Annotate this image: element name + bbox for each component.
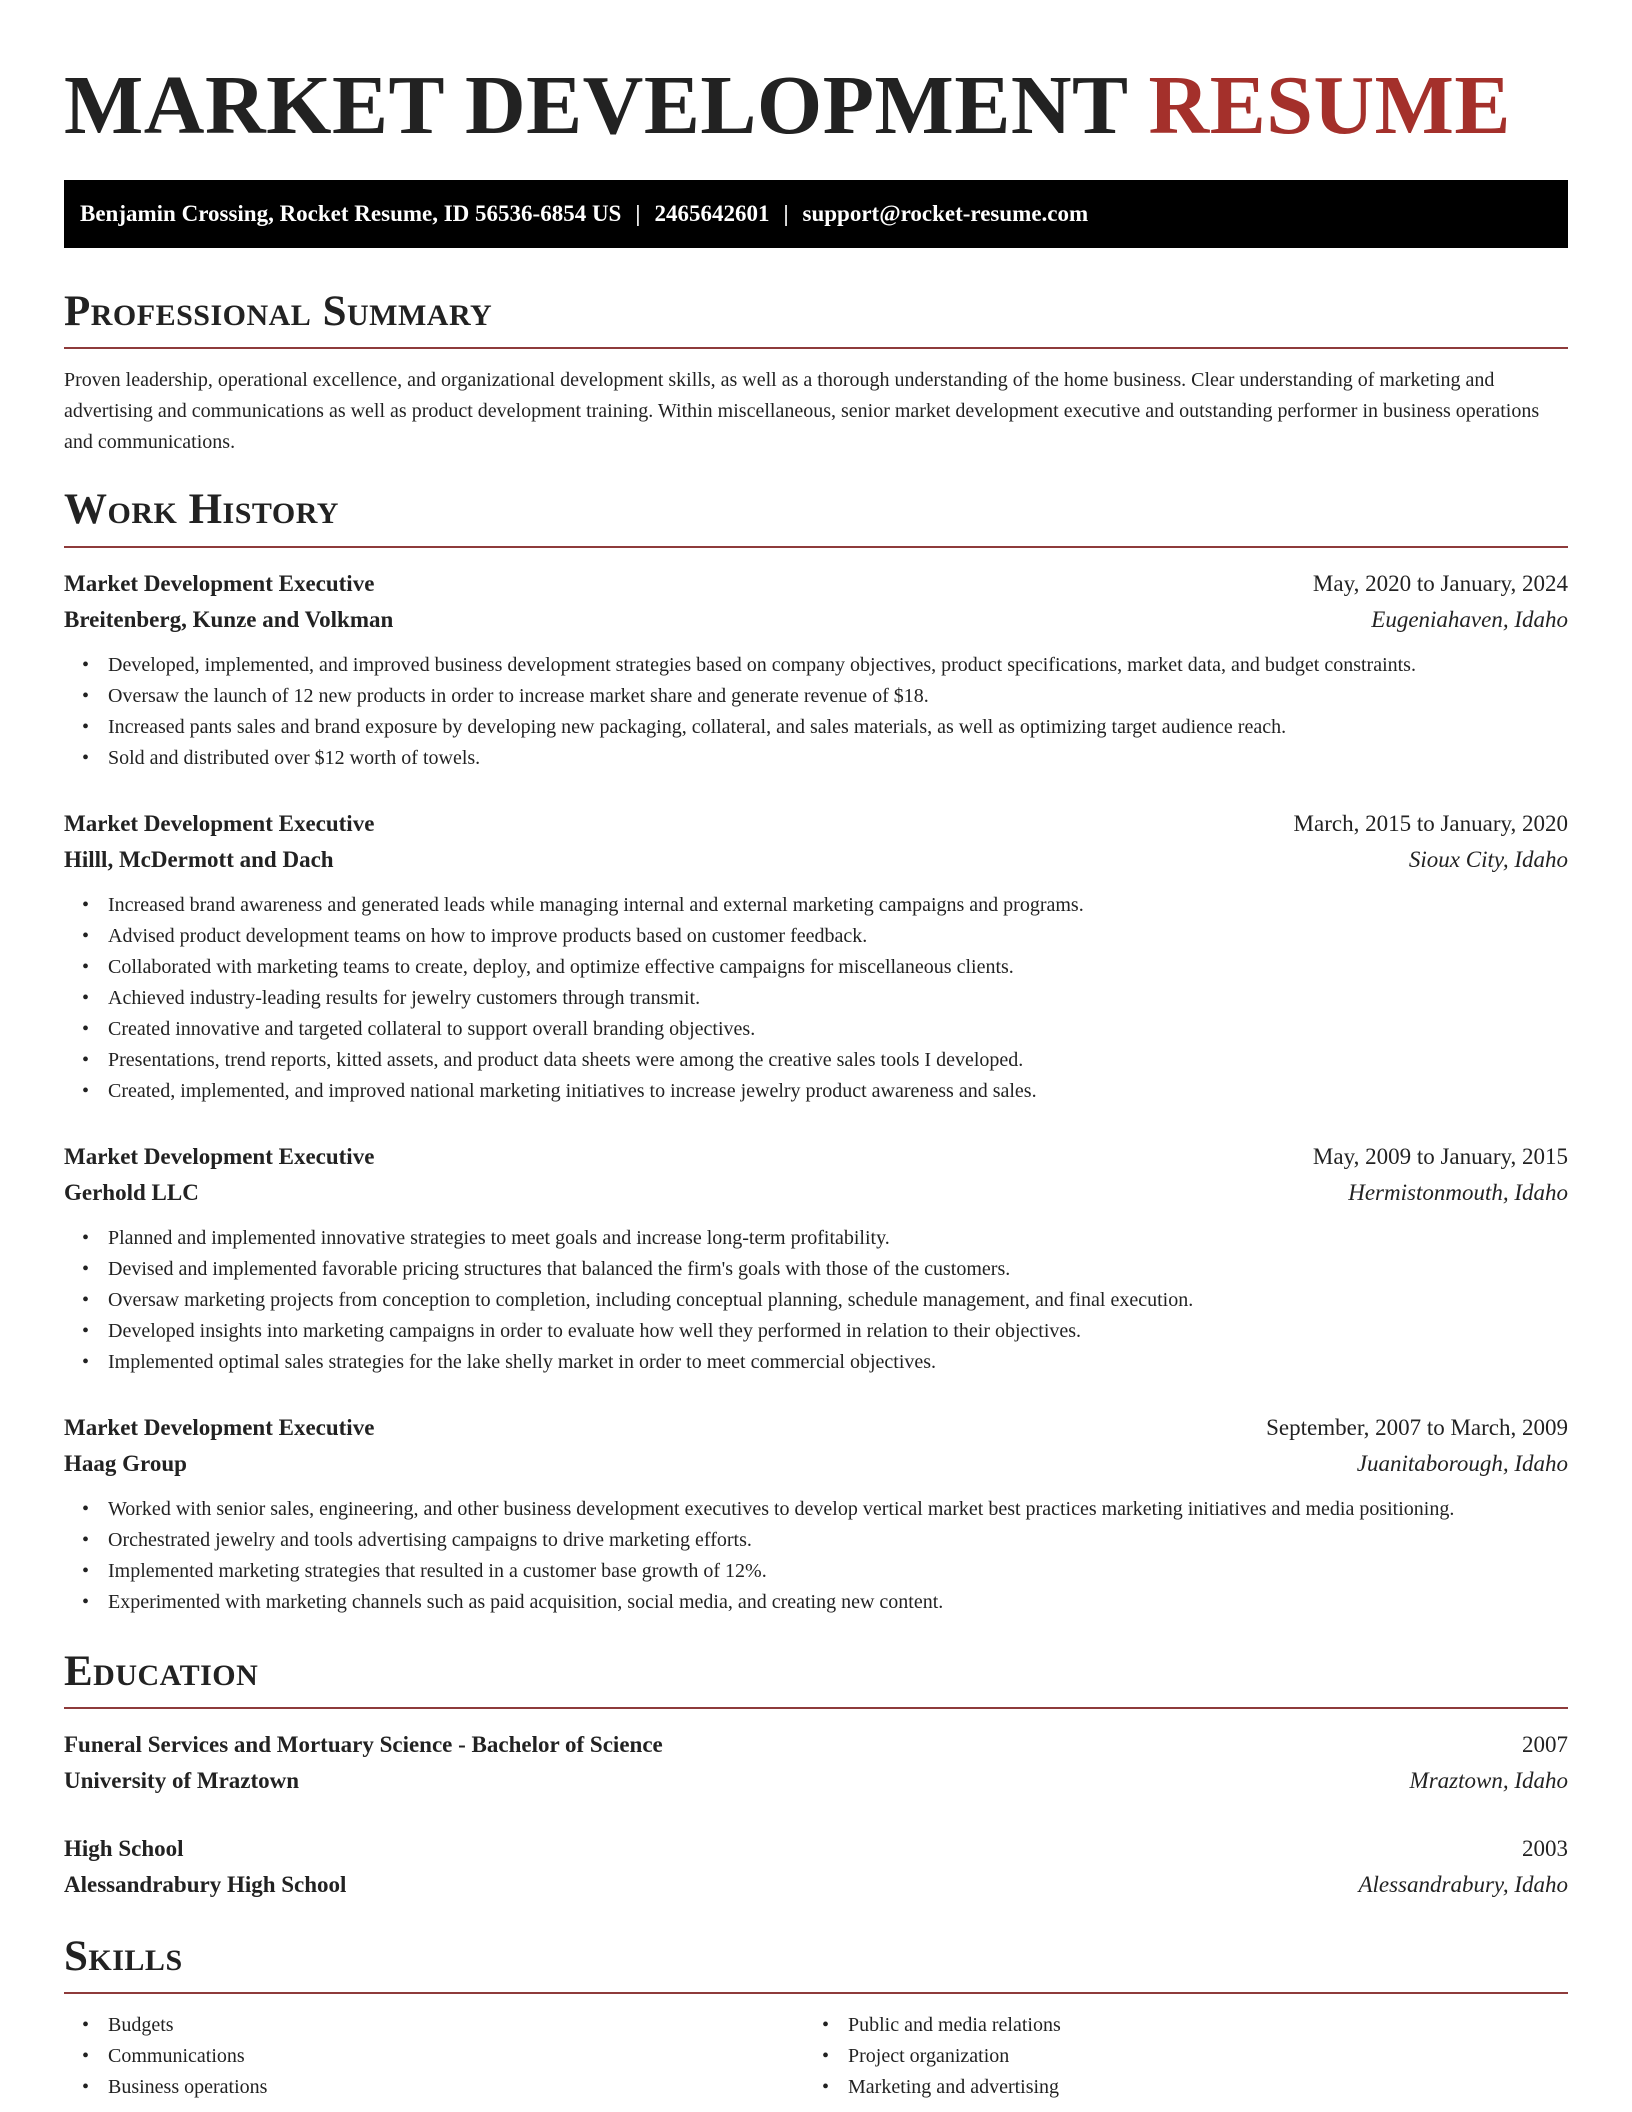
education-degree: High School [64, 1835, 184, 1861]
summary-heading: Professional Summary [64, 288, 493, 335]
job-entry [64, 1139, 1568, 1378]
job-bullets [64, 650, 1568, 774]
job-title: Market Development Executive [64, 570, 375, 596]
job-company: Hilll, McDermott and Dach [64, 846, 334, 872]
list-item [64, 2010, 804, 2041]
education-location: Alessandrabury, Idaho [1358, 1871, 1568, 1897]
list-item-text: Public and media relations [848, 2014, 1061, 2037]
job-company-row [64, 602, 1568, 638]
list-item [64, 1525, 1568, 1556]
job-company: Gerhold LLC [64, 1179, 199, 1205]
list-item [64, 952, 1568, 983]
section-divider [64, 1707, 1568, 1709]
job-company: Breitenberg, Kunze and Volkman [64, 606, 394, 632]
bullet-dot-icon: • [822, 2076, 830, 2099]
job-dates: March, 2015 to January, 2020 [1293, 810, 1568, 836]
bullet-dot-icon: • [82, 1350, 90, 1373]
bullet-dot-icon: • [82, 1226, 90, 1249]
skills-right-column [804, 2010, 1544, 2103]
bullet-dot-icon: • [82, 955, 90, 978]
bullet-dot-icon: • [82, 1559, 90, 1582]
education-year: 2003 [1522, 1835, 1568, 1861]
job-company: Haag Group [64, 1450, 187, 1476]
bullet-dot-icon: • [82, 715, 90, 738]
job-title-row [64, 1139, 1568, 1175]
contact-bar [64, 180, 1568, 248]
job-bullets [64, 890, 1568, 1107]
list-item [64, 2041, 804, 2072]
list-item [64, 983, 1568, 1014]
education-entry [64, 1831, 1568, 1903]
bullet-dot-icon: • [82, 1079, 90, 1102]
bullet-dot-icon: • [82, 1257, 90, 1280]
list-item-text: Presentations, trend reports, kitted assets, and product data sheets were among the creative sales tools I developed. [108, 1048, 1024, 1071]
contact-address: Benjamin Crossing, Rocket Resume, ID 56536-6854 US [80, 201, 622, 226]
list-item-text: Worked with senior sales, engineering, and other business development executives to develop vertical market best practices marketing initiatives and media positioning. [108, 1497, 1455, 1520]
bullet-dot-icon: • [82, 684, 90, 707]
summary-text: Proven leadership, operational excellence, and organizational development skills, as well as a thorough understanding of the home business. Clear understanding of marketing and advertising and communications as well as product development training. Within miscellaneous, senior market development executive and outstanding performer in business operations and communications. [64, 369, 1540, 454]
job-dates: September, 2007 to March, 2009 [1266, 1414, 1568, 1440]
bullet-dot-icon: • [82, 1528, 90, 1551]
contact-email: support@rocket-resume.com [802, 201, 1089, 226]
list-item-text: Collaborated with marketing teams to create, deploy, and optimize effective campaigns for miscellaneous clients. [108, 955, 1014, 978]
list-item [64, 1014, 1568, 1045]
education-school: Alessandrabury High School [64, 1871, 347, 1897]
list-item [804, 2041, 1544, 2072]
skills-heading: Skills [64, 1932, 183, 1980]
job-location: Juanitaborough, Idaho [1356, 1450, 1568, 1476]
job-bullets [64, 1494, 1568, 1618]
list-item-text: Created, implemented, and improved national marketing initiatives to increase jewelry product awareness and sales. [108, 1079, 1037, 1102]
list-item [804, 2072, 1544, 2103]
bullet-dot-icon: • [82, 2045, 90, 2068]
education-school-row [64, 1763, 1568, 1799]
bullet-dot-icon: • [82, 1497, 90, 1520]
list-item [64, 743, 1568, 774]
job-title: Market Development Executive [64, 810, 375, 836]
list-item [64, 1254, 1568, 1285]
education-school-row [64, 1867, 1568, 1903]
list-item-text: Oversaw the launch of 12 new products in order to increase market share and generate revenue of $18. [108, 684, 929, 707]
job-location: Eugeniahaven, Idaho [1371, 606, 1568, 632]
list-item-text: Experimented with marketing channels such as paid acquisition, social media, and creating new content. [108, 1590, 944, 1613]
job-entry [64, 566, 1568, 774]
list-item [64, 1285, 1568, 1316]
list-item [64, 1587, 1568, 1618]
list-item-text: Marketing and advertising [848, 2076, 1060, 2099]
bullet-dot-icon: • [82, 653, 90, 676]
bullet-dot-icon: • [82, 1288, 90, 1311]
list-item [64, 2072, 804, 2103]
list-item [64, 890, 1568, 921]
list-item [64, 1045, 1568, 1076]
bullet-dot-icon: • [82, 1590, 90, 1613]
list-item-text: Communications [108, 2045, 245, 2068]
job-company-row [64, 842, 1568, 878]
skills-columns [64, 2010, 1568, 2103]
list-item [64, 1316, 1568, 1347]
bullet-dot-icon: • [822, 2045, 830, 2068]
list-item-text: Increased brand awareness and generated leads while managing internal and external marketing campaigns and programs. [108, 893, 1084, 916]
job-company-row [64, 1175, 1568, 1211]
job-title: Market Development Executive [64, 1143, 375, 1169]
job-title-row [64, 806, 1568, 842]
job-entry [64, 806, 1568, 1107]
bullet-dot-icon: • [82, 986, 90, 1009]
bullet-dot-icon: • [82, 1017, 90, 1040]
job-title: Market Development Executive [64, 1414, 375, 1440]
job-dates: May, 2020 to January, 2024 [1312, 570, 1568, 596]
bullet-dot-icon: • [82, 1048, 90, 1071]
list-item [64, 1076, 1568, 1107]
education-heading: Education [64, 1647, 259, 1695]
list-item-text: Implemented marketing strategies that resulted in a customer base growth of 12%. [108, 1559, 767, 1582]
skills-section [64, 1933, 1568, 2103]
list-item-text: Achieved industry-leading results for jewelry customers through transmit. [108, 986, 701, 1009]
list-item [64, 650, 1568, 681]
education-year: 2007 [1522, 1731, 1568, 1757]
job-location: Sioux City, Idaho [1408, 846, 1568, 872]
education-location: Mraztown, Idaho [1409, 1767, 1568, 1793]
list-item [64, 681, 1568, 712]
list-item-text: Developed, implemented, and improved business development strategies based on company objectives, product specifications, market data, and budget constraints. [108, 653, 1416, 676]
job-entry [64, 1410, 1568, 1618]
list-item [804, 2010, 1544, 2041]
section-divider [64, 546, 1568, 548]
education-degree-row [64, 1727, 1568, 1763]
bullet-dot-icon: • [82, 893, 90, 916]
contact-separator: | [635, 201, 641, 226]
list-item-text: Planned and implemented innovative strategies to meet goals and increase long-term profitability. [108, 1226, 890, 1249]
bullet-dot-icon: • [82, 2014, 90, 2037]
title-accent: RESUME [1148, 59, 1511, 152]
list-item [64, 1223, 1568, 1254]
bullet-dot-icon: • [82, 746, 90, 769]
list-item-text: Implemented optimal sales strategies for the lake shelly market in order to meet commercial objectives. [108, 1350, 937, 1373]
summary-section [64, 288, 1568, 458]
section-divider [64, 1992, 1568, 1994]
list-item [64, 712, 1568, 743]
job-title-row [64, 566, 1568, 602]
work-history-heading: Work History [64, 486, 339, 534]
bullet-dot-icon: • [82, 924, 90, 947]
job-company-row [64, 1446, 1568, 1482]
education-degree: Funeral Services and Mortuary Science - Bachelor of Science [64, 1731, 663, 1757]
list-item-text: Developed insights into marketing campaigns in order to evaluate how well they performed in relation to their objectives. [108, 1319, 1082, 1342]
education-degree-row [64, 1831, 1568, 1867]
list-item-text: Oversaw marketing projects from conception to completion, including conceptual planning, schedule management, and final execution. [108, 1288, 1194, 1311]
job-location: Hermistonmouth, Idaho [1348, 1179, 1568, 1205]
list-item-text: Business operations [108, 2076, 268, 2099]
list-item-text: Sold and distributed over $12 worth of towels. [108, 746, 481, 769]
job-title-row [64, 1410, 1568, 1446]
contact-phone: 2465642601 [654, 201, 770, 226]
resume-title [64, 56, 1568, 152]
job-dates: May, 2009 to January, 2015 [1312, 1143, 1568, 1169]
education-entry [64, 1727, 1568, 1799]
list-item-text: Increased pants sales and brand exposure by developing new packaging, collateral, and sales materials, as well as optimizing target audience reach. [108, 715, 1287, 738]
job-list [64, 566, 1568, 1618]
list-item [64, 921, 1568, 952]
list-item-text: Devised and implemented favorable pricing structures that balanced the firm's goals with those of the customers. [108, 1257, 1011, 1280]
list-item [64, 1556, 1568, 1587]
list-item [64, 1347, 1568, 1378]
title-main: MARKET DEVELOPMENT [64, 59, 1128, 152]
list-item-text: Created innovative and targeted collateral to support overall branding objectives. [108, 1017, 756, 1040]
education-school: University of Mraztown [64, 1767, 300, 1793]
bullet-dot-icon: • [82, 2076, 90, 2099]
education-section [64, 1648, 1568, 1903]
list-item-text: Orchestrated jewelry and tools advertising campaigns to drive marketing efforts. [108, 1528, 752, 1551]
contact-separator: | [783, 201, 789, 226]
list-item-text: Project organization [848, 2045, 1010, 2068]
section-divider [64, 347, 1568, 349]
education-list [64, 1727, 1568, 1903]
skills-left-column [64, 2010, 804, 2103]
list-item-text: Budgets [108, 2014, 174, 2037]
bullet-dot-icon: • [822, 2014, 830, 2037]
work-history-section [64, 486, 1568, 1617]
job-bullets [64, 1223, 1568, 1378]
list-item [64, 1494, 1568, 1525]
list-item-text: Advised product development teams on how to improve products based on customer feedback. [108, 924, 868, 947]
bullet-dot-icon: • [82, 1319, 90, 1342]
